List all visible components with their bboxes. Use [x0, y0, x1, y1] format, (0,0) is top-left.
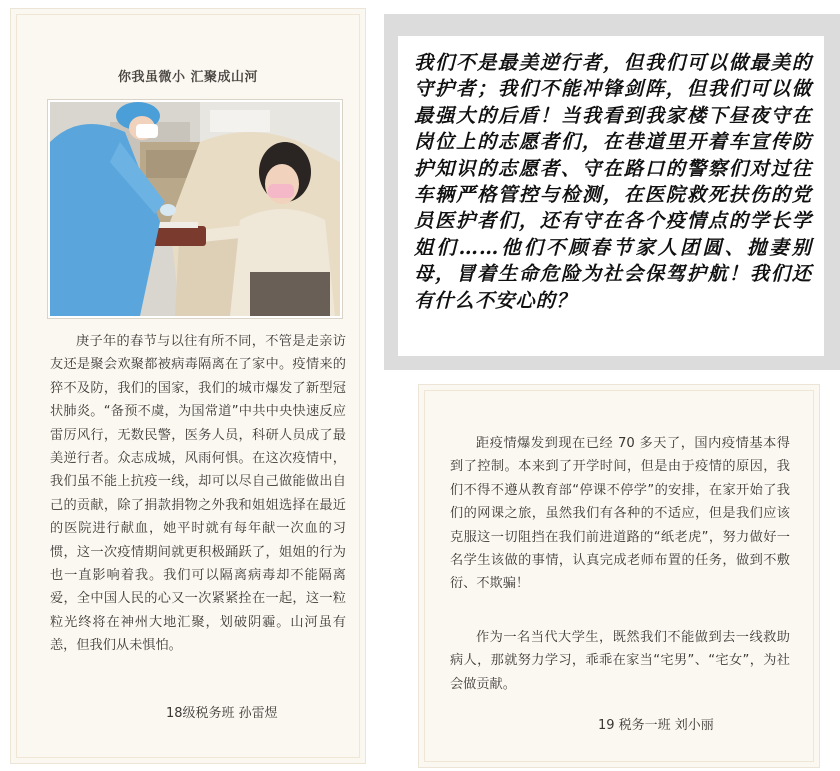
author-signature: 19 税务一班 刘小丽 — [598, 718, 714, 733]
essay-paragraph: 庚子年的春节与以往有所不同，不管是走亲访友还是聚会欢聚都被病毒隔离在了家中。疫情来的猝不及防，我们的国家，我们的城市爆发了新型冠状肺炎。“备预不虞，为国常道”中共中央快速反应雷厉风行，无数民警，医务人员，科研人员成了最美逆行者。众志成城，风雨何惧。在这次疫情中，我们虽不能上抗疫一线，却可以尽自己做能做出自己的贡献，除了捐款捐物之外我和姐姐选择在最近的医院进行献血，她平时就有每年献一次血的习惯，这一次疫情期间就更积极踊跃了，姐姐的行为也一直影响着我。我们可以隔离病毒却不能隔离爱，全中国人民的心又一次紧紧拴在一起，这一粒粒光终将在神州大地汇聚，划破阴霾。山河虽有恙，但我们从未惧怕。 — [50, 334, 346, 654]
handwriting-photo-frame — [384, 14, 840, 370]
handwriting-paper — [398, 36, 824, 356]
right-essay-card — [418, 384, 820, 768]
left-essay-card — [10, 8, 366, 764]
author-signature: 18级税务班 孙雷煜 — [166, 706, 278, 721]
blood-donation-photo — [48, 100, 342, 318]
essay-paragraph: 作为一名当代大学生，既然我们不能做到去一线救助病人，那就努力学习，乖乖在家当“宅男”、“宅女”，为社会做贡献。 — [450, 630, 790, 692]
essay-paragraph: 距疫情爆发到现在已经 70 多天了，国内疫情基本得到了控制。本来到了开学时间，但是由于疫情的原因，我们不得不遵从教育部“停课不停学”的安排，在家开始了我们的网课之旅，虽然我们有各种的不适应，但是我们应该克服这一切阻挡在我们前进道路的“纸老虎”，努力做好一名学生该做的事情，认真完成老师布置的任务，做到不敷衍、不欺骗！ — [450, 436, 790, 592]
essay-title: 你我虽微小 汇聚成山河 — [117, 70, 259, 85]
handwritten-text: 我们不是最美逆行者，但我们可以做最美的守护者；我们不能冲锋剑阵，但我们可以做最强大的后盾！当我看到我家楼下昼夜守在岗位上的志愿者们，在巷道里开着车宣传防护知识的志愿者、守在路口的警察们对过往车辆严格管控与检测，在医院救死扶伤的党员医护者们，还有守在各个疫情点的学长学姐们……他们不顾春节家人团圆、抛妻别母，冒着生命危险为社会保驾护航！我们还有什么不安心的？ — [414, 51, 812, 312]
